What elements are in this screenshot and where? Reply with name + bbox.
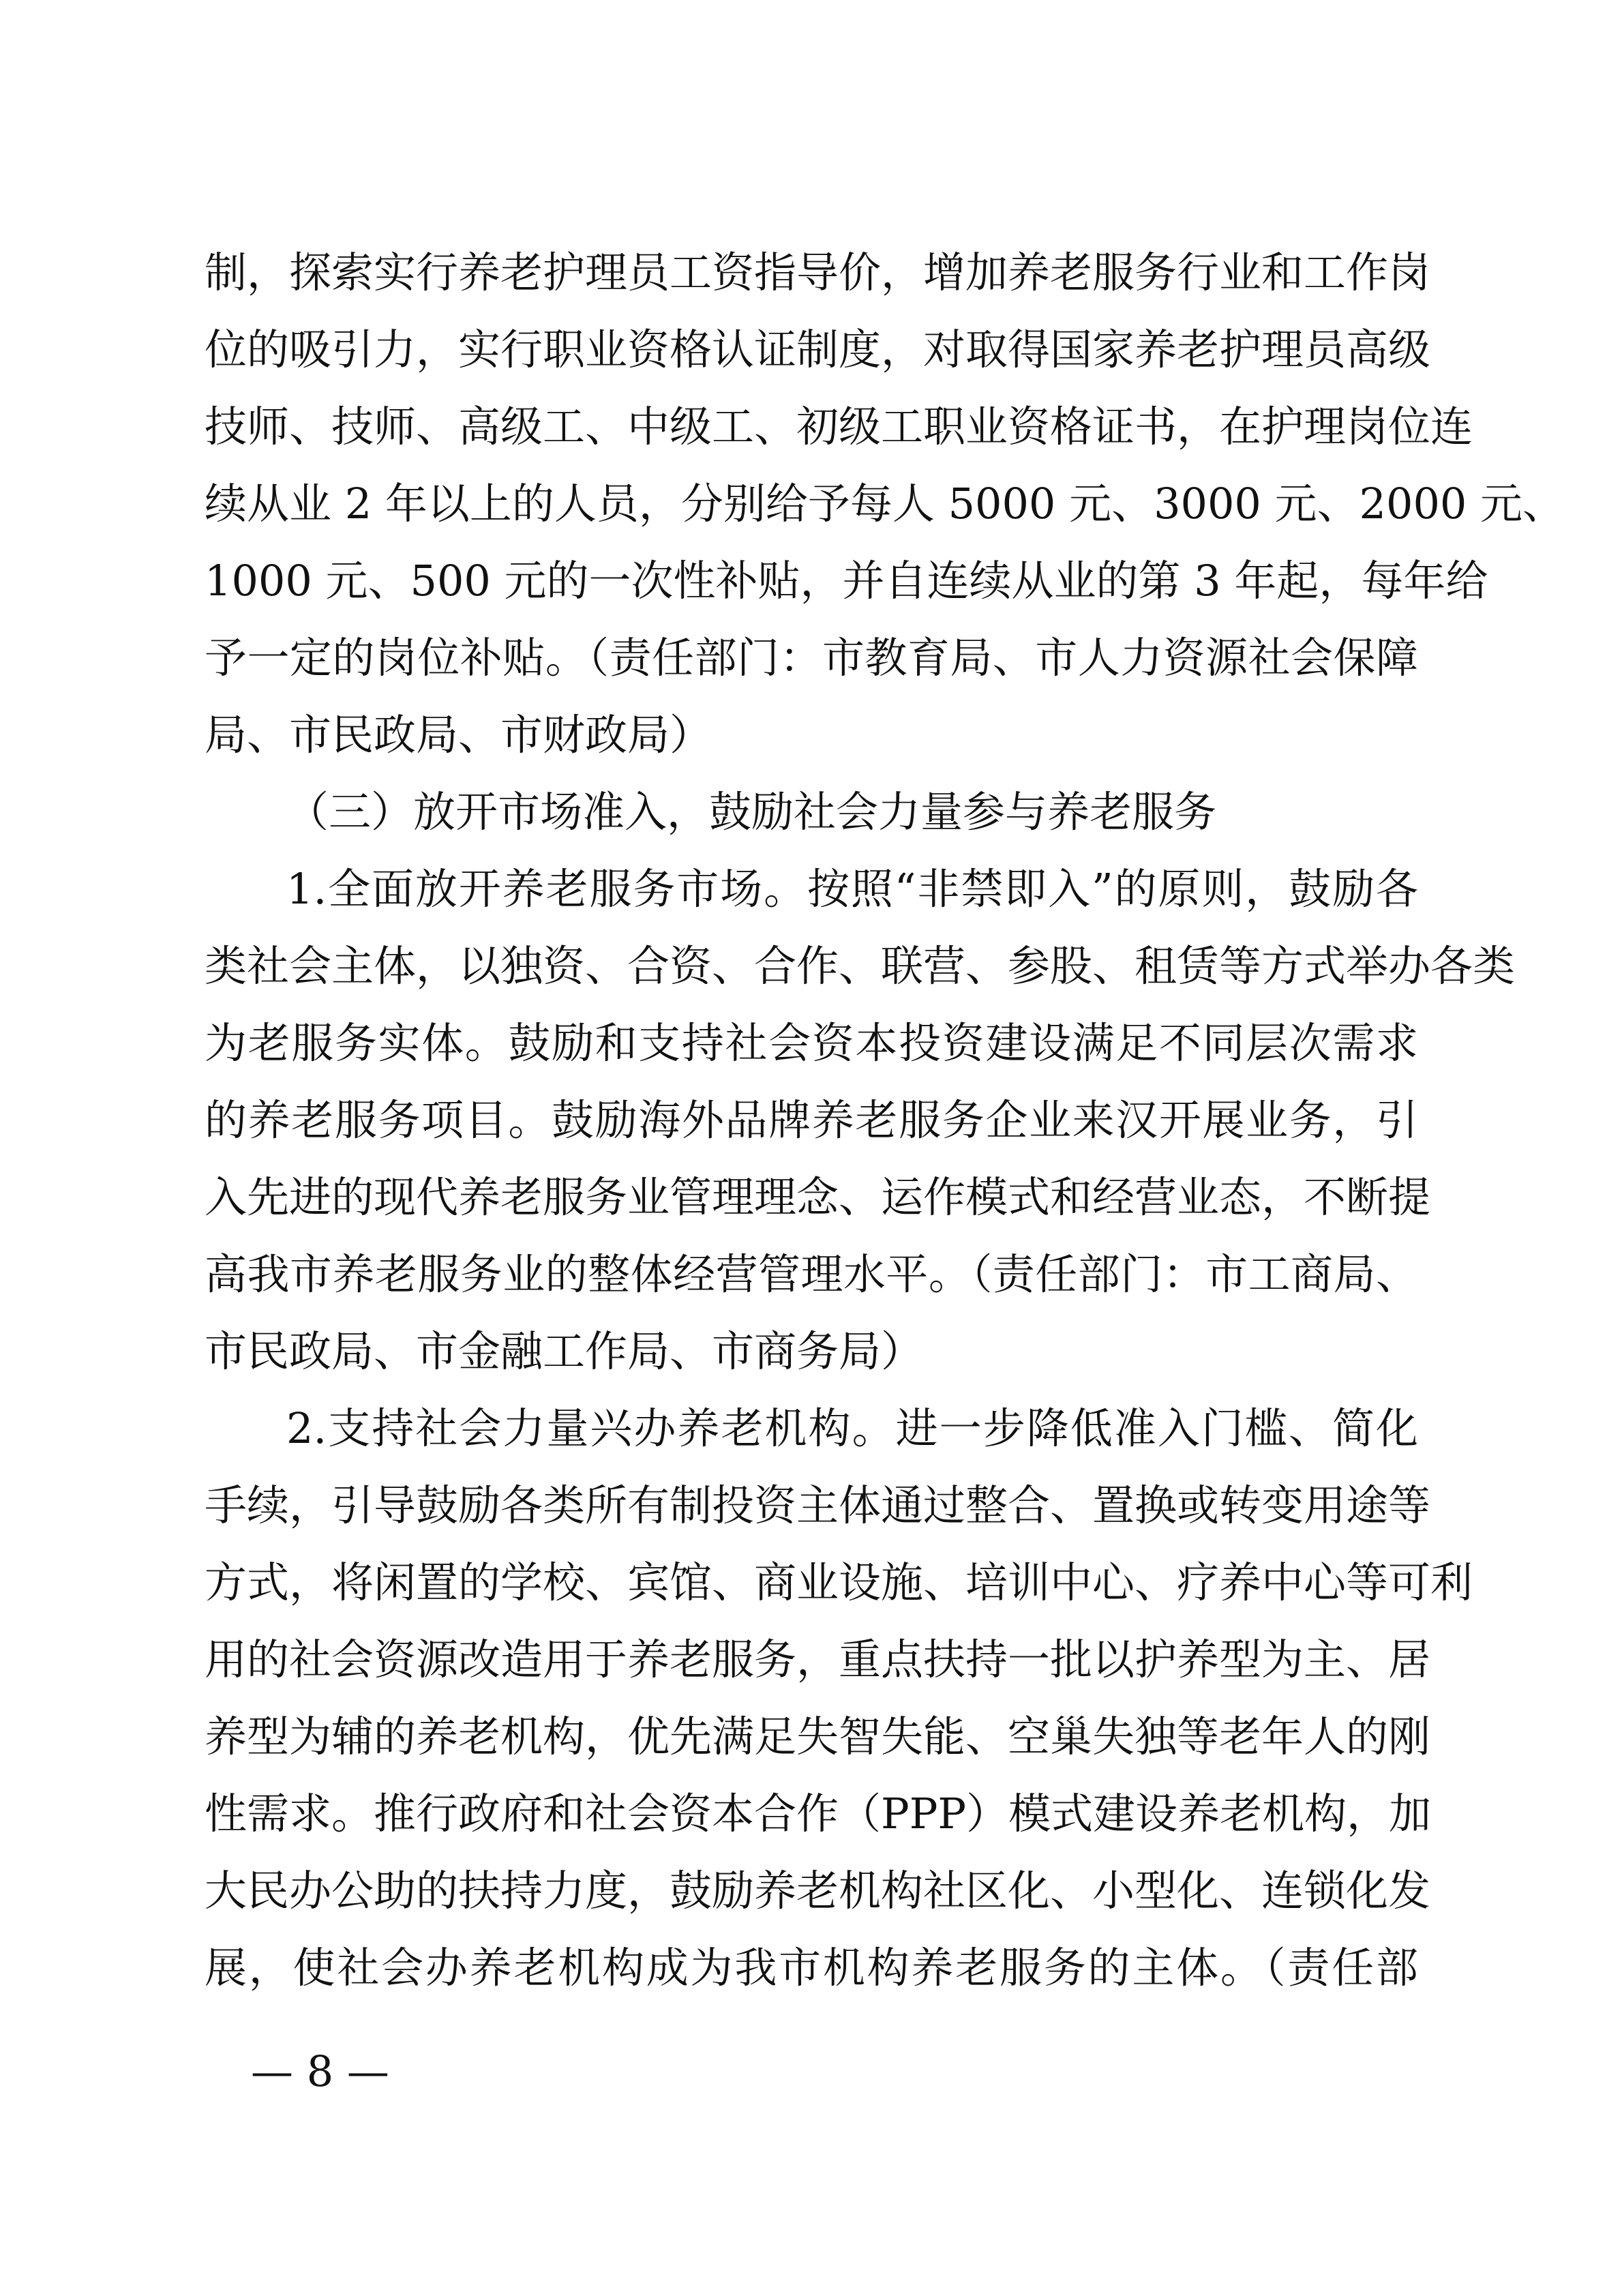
text-line: 市民政局、市金融工作局、市商务局）: [205, 1326, 924, 1376]
text-line: 位的吸引力，实行职业资格认证制度，对取得国家养老护理员高级: [205, 325, 1431, 374]
text-line: 养型为辅的养老机构，优先满足失智失能、空巢失独等老年人的刚: [205, 1712, 1431, 1761]
text-line: 制，探索实行养老护理员工资指导价，增加养老服务行业和工作岗: [205, 248, 1431, 297]
text-line: 展，使社会办养老机构成为我市机构养老服务的主体。（责任部: [205, 1943, 1418, 1993]
text-line: 大民办公助的扶持力度，鼓励养老机构社区化、小型化、连锁化发: [205, 1866, 1431, 1915]
text-line: 性需求。推行政府和社会资本合作（PPP）模式建设养老机构，加: [205, 1789, 1432, 1838]
text-line: 类社会主体，以独资、合资、合作、联营、参股、租赁等方式举办各类: [205, 941, 1516, 991]
text-line: 续从业 2 年以上的人员，分别给予每人 5000 元、3000 元、2000 元、: [205, 479, 1565, 528]
text-line: 方式，将闲置的学校、宾馆、商业设施、培训中心、疗养中心等可利: [205, 1557, 1473, 1607]
text-line: 用的社会资源改造用于养老服务，重点扶持一批以护养型为主、居: [205, 1635, 1431, 1684]
text-line: 1.全面放开养老服务市场。按照“非禁即入”的原则，鼓励各: [286, 864, 1418, 914]
text-line: 高我市养老服务业的整体经营管理水平。（责任部门：市工商局、: [205, 1249, 1418, 1299]
section-heading: （三）放开市场准入，鼓励社会力量参与养老服务: [286, 787, 1217, 837]
page-number: — 8 —: [251, 2046, 389, 2096]
text-line: 的养老服务项目。鼓励海外品牌养老服务企业来汉开展业务，引: [205, 1095, 1418, 1145]
text-line: 手续，引导鼓励各类所有制投资主体通过整合、置换或转变用途等: [205, 1480, 1431, 1530]
text-line: 1000 元、500 元的一次性补贴，并自连续从业的第 3 年起，每年给: [205, 556, 1488, 606]
text-line: 为老服务实体。鼓励和支持社会资本投资建设满足不同层次需求: [205, 1018, 1418, 1068]
text-line: 技师、技师、高级工、中级工、初级工职业资格证书，在护理岗位连: [205, 402, 1473, 451]
text-line: 2.支持社会力量兴办养老机构。进一步降低准入门槛、简化: [286, 1403, 1418, 1453]
text-line: 予一定的岗位补贴。（责任部门：市教育局、市人力资源社会保障: [205, 633, 1418, 683]
text-line: 局、市民政局、市财政局）: [205, 710, 712, 760]
text-line: 入先进的现代养老服务业管理理念、运作模式和经营业态，不断提: [205, 1172, 1431, 1222]
